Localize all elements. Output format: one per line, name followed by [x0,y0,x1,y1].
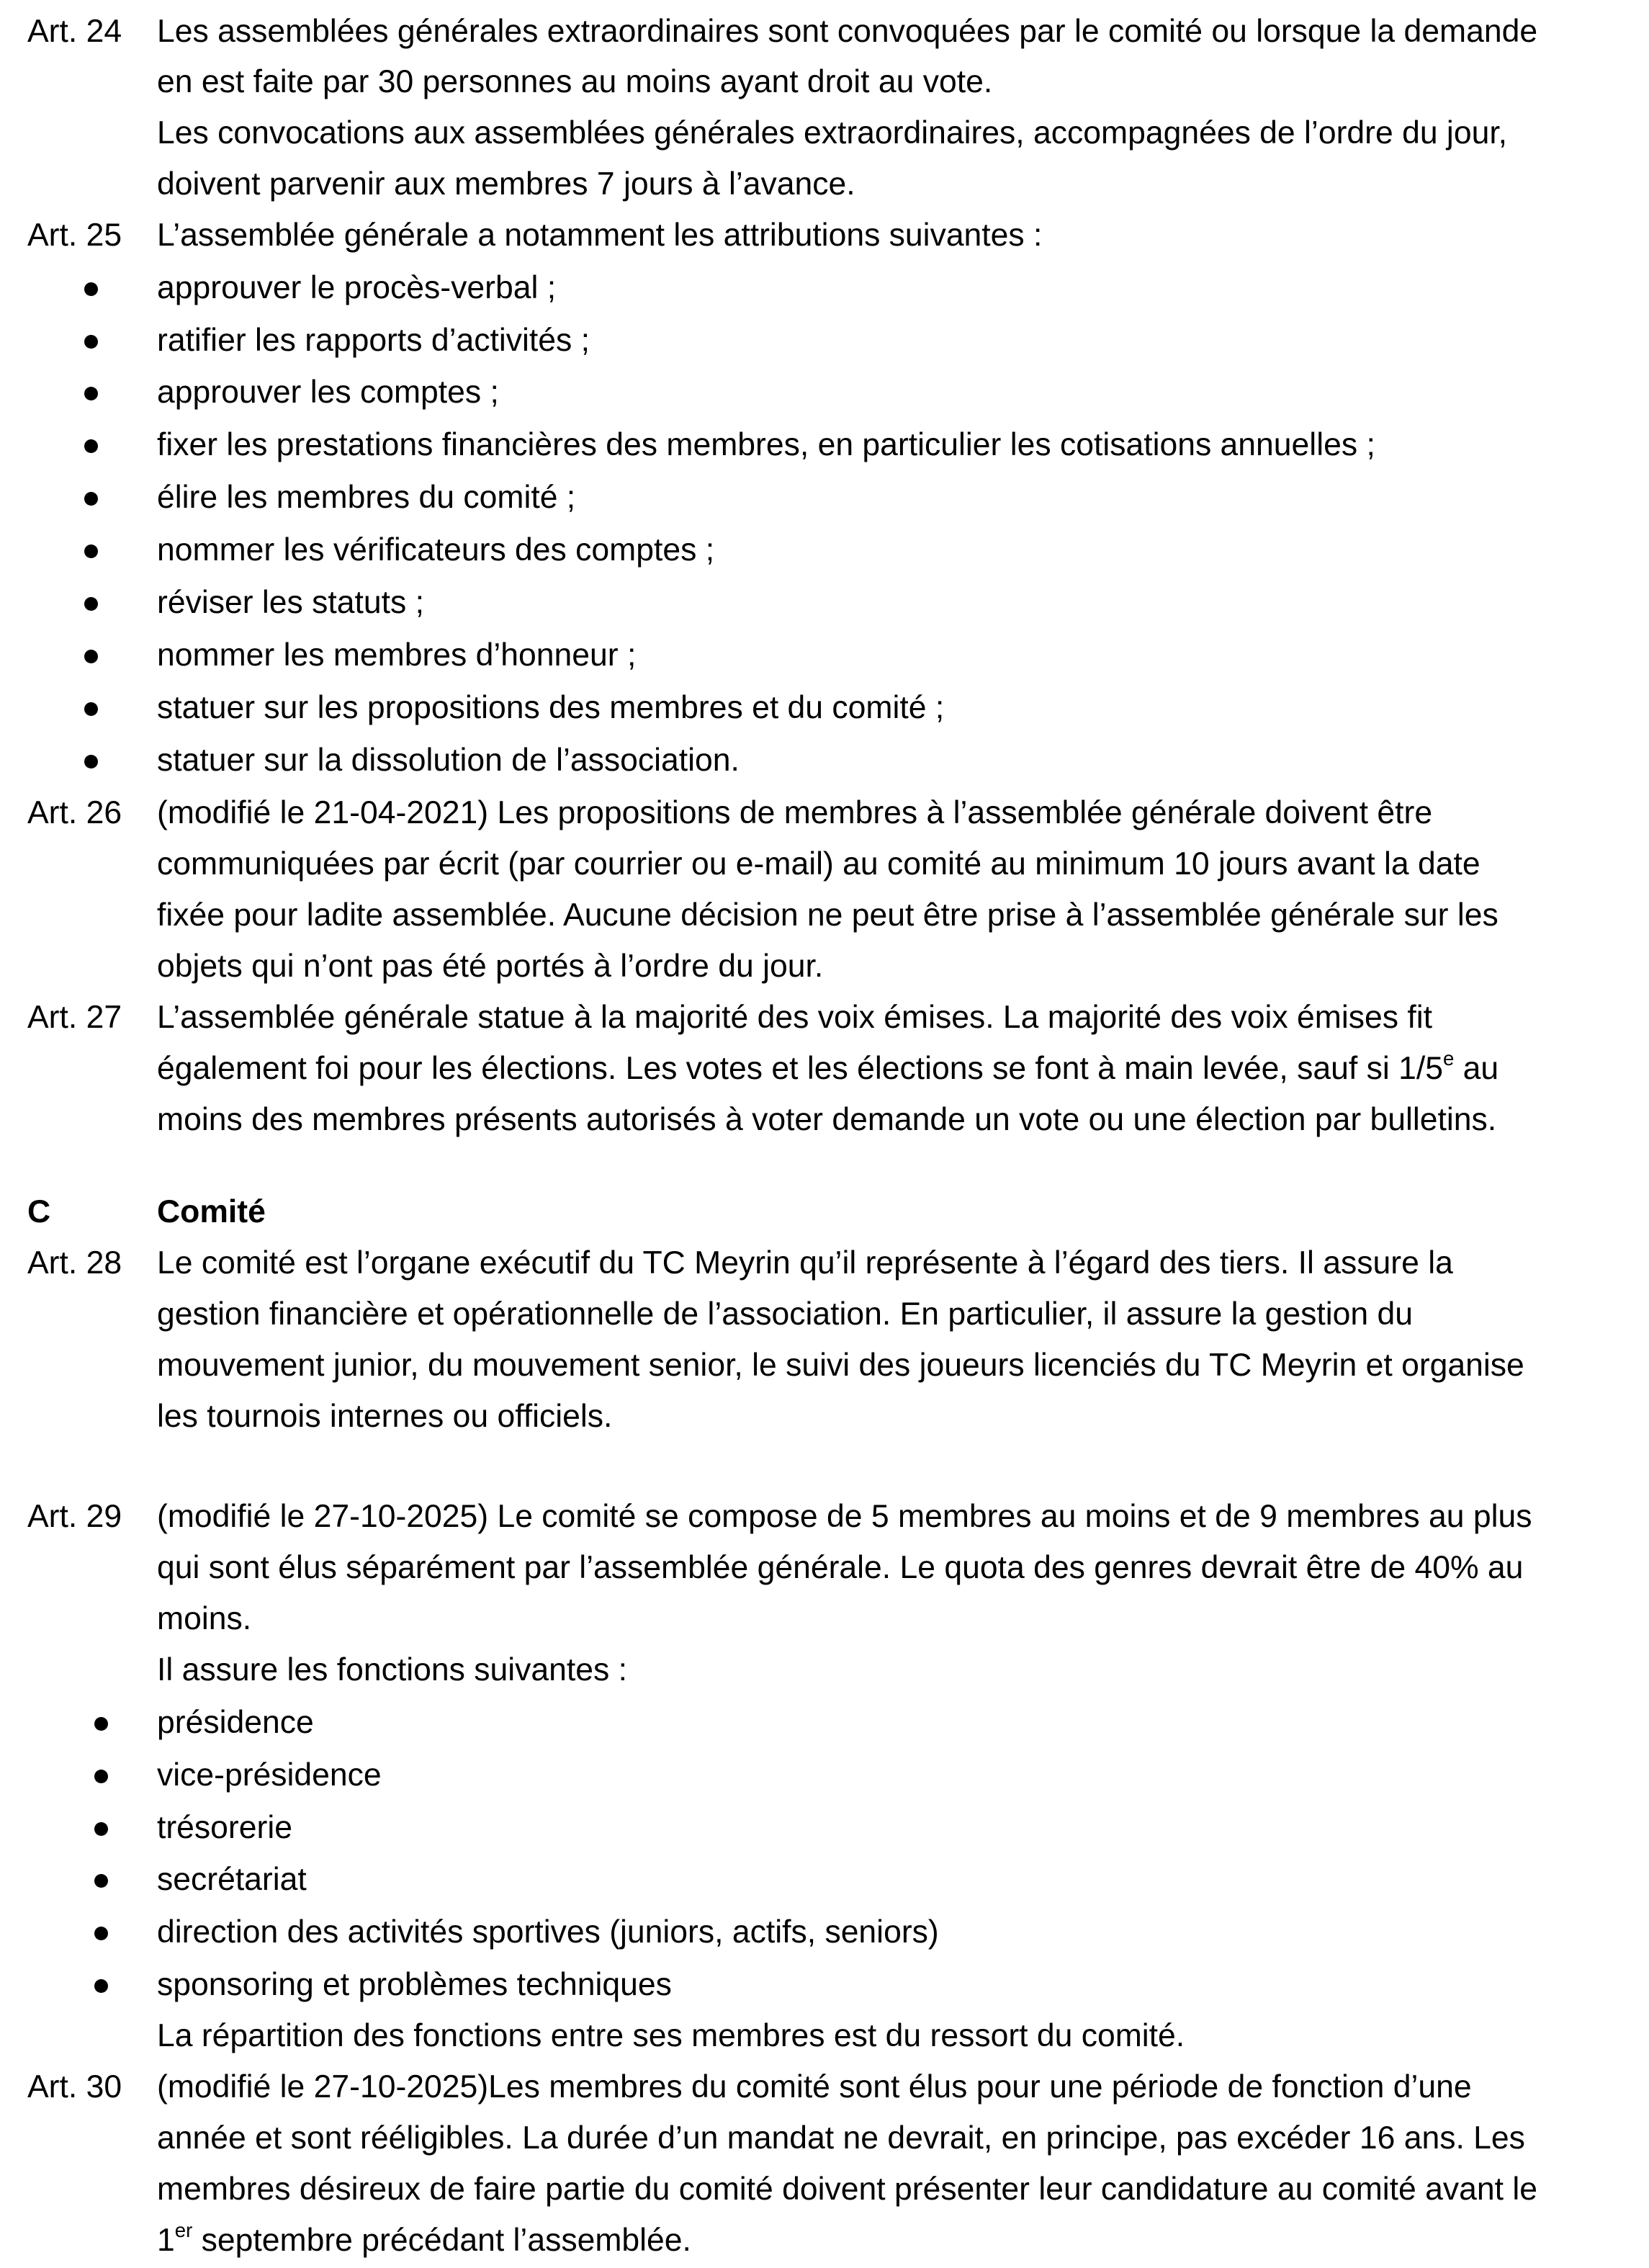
bullet-icon [84,282,98,296]
article-25-label: Art. 25 [27,218,122,253]
article-27-line: moins des membres présents autorisés à voter demande un vote ou une élection par bulletins. [157,1102,1497,1137]
bullet-icon [94,1927,108,1940]
article-28-label: Art. 28 [27,1245,122,1281]
superscript: er [174,2219,193,2242]
list-item: présidence [157,1705,314,1740]
list-item: fixer les prestations financières des membres, en particulier les cotisations annuelles ; [157,427,1375,462]
section-title: Comité [157,1194,266,1229]
article-28-line: Le comité est l’organe exécutif du TC Meyrin qu’il représente à l’égard des tiers. Il assure la [157,1245,1453,1281]
bullet-icon [94,1979,108,1993]
article-25-intro: L’assemblée générale a notamment les attributions suivantes : [157,218,1043,253]
article-24-line: Les convocations aux assemblées générales extraordinaires, accompagnées de l’ordre du jour, [157,115,1508,151]
list-item: direction des activités sportives (juniors, actifs, seniors) [157,1914,939,1950]
article-26-line: objets qui n’ont pas été portés à l’ordre du jour. [157,949,824,984]
bullet-icon [84,755,98,768]
list-item: élire les membres du comité ; [157,480,576,515]
article-29-closing: La répartition des fonctions entre ses membres est du ressort du comité. [157,2018,1185,2053]
article-26-line: (modifié le 21-04-2021) Les propositions de membres à l’assemblée générale doivent être [157,795,1433,830]
article-29-label: Art. 29 [27,1499,122,1534]
article-30-label: Art. 30 [27,2069,122,2105]
article-29-line: moins. [157,1601,252,1636]
article-27-text: également foi pour les élections. Les votes et les élections se font à main levée, sauf si 1/5 [157,1051,1443,1086]
article-27-line [157,1047,1499,1090]
article-29-line: (modifié le 27-10-2025) Le comité se compose de 5 membres au moins et de 9 membres au plus [157,1499,1532,1534]
section-letter: C [27,1194,51,1229]
article-24-line: Les assemblées générales extraordinaires sont convoquées par le comité ou lorsque la demande [157,14,1538,49]
bullet-icon [84,544,98,558]
list-item: statuer sur la dissolution de l’association. [157,743,740,778]
article-30-line: (modifié le 27-10-2025)Les membres du comité sont élus pour une période de fonction d’une [157,2069,1472,2105]
article-26-line: communiquées par écrit (par courrier ou e-mail) au comité au minimum 10 jours avant la date [157,846,1480,882]
article-26-label: Art. 26 [27,795,122,830]
article-29-line: qui sont élus séparément par l’assemblée générale. Le quota des genres devrait être de 40% au [157,1550,1524,1585]
bullet-icon [84,492,98,506]
date-number: 1 [157,2223,175,2258]
article-28-line: gestion financière et opérationnelle de l’association. En particulier, il assure la gestion du [157,1296,1413,1332]
article-28-line: mouvement junior, du mouvement senior, le suivi des joueurs licenciés du TC Meyrin et organise [157,1348,1524,1383]
bullet-icon [94,1770,108,1783]
article-26-line: fixée pour ladite assemblée. Aucune décision ne peut être prise à l’assemblée générale sur les [157,897,1499,933]
article-28-line: les tournois internes ou officiels. [157,1399,613,1434]
bullet-icon [84,650,98,663]
list-item: statuer sur les propositions des membres et du comité ; [157,690,945,725]
bullet-icon [84,387,98,400]
list-item: réviser les statuts ; [157,585,424,620]
bullet-icon [94,1822,108,1836]
bullet-icon [94,1874,108,1888]
bullet-icon [84,702,98,716]
list-item: secrétariat [157,1862,307,1897]
article-27-line: L’assemblée générale statue à la majorité des voix émises. La majorité des voix émises fit [157,1000,1432,1035]
list-item: ratifier les rapports d’activités ; [157,323,590,358]
article-27-text: au [1454,1051,1499,1086]
list-item: approuver les comptes ; [157,375,499,410]
bullet-icon [84,597,98,611]
article-24-label: Art. 24 [27,14,122,49]
list-item: vice-présidence [157,1757,382,1793]
list-item: nommer les vérificateurs des comptes ; [157,532,715,568]
article-29-line: Il assure les fonctions suivantes : [157,1652,627,1687]
bullet-icon [84,439,98,453]
article-27-label: Art. 27 [27,1000,122,1035]
list-item: sponsoring et problèmes techniques [157,1967,672,2002]
bullet-icon [94,1717,108,1731]
list-item: nommer les membres d’honneur ; [157,637,637,673]
bullet-icon [84,335,98,349]
article-30-text: septembre précédant l’assemblée. [192,2223,691,2258]
list-item: approuver le procès-verbal ; [157,270,557,305]
superscript: e [1442,1047,1455,1070]
article-30-line: membres désireux de faire partie du comité doivent présenter leur candidature au comité avant le [157,2171,1537,2207]
article-24-line: doivent parvenir aux membres 7 jours à l’avance. [157,166,855,202]
list-item: trésorerie [157,1810,292,1845]
article-30-line [157,2219,691,2262]
article-30-line: année et sont rééligibles. La durée d’un mandat ne devrait, en principe, pas excéder 16 ans. Les [157,2120,1525,2156]
article-24-line: en est faite par 30 personnes au moins ayant droit au vote. [157,64,993,99]
